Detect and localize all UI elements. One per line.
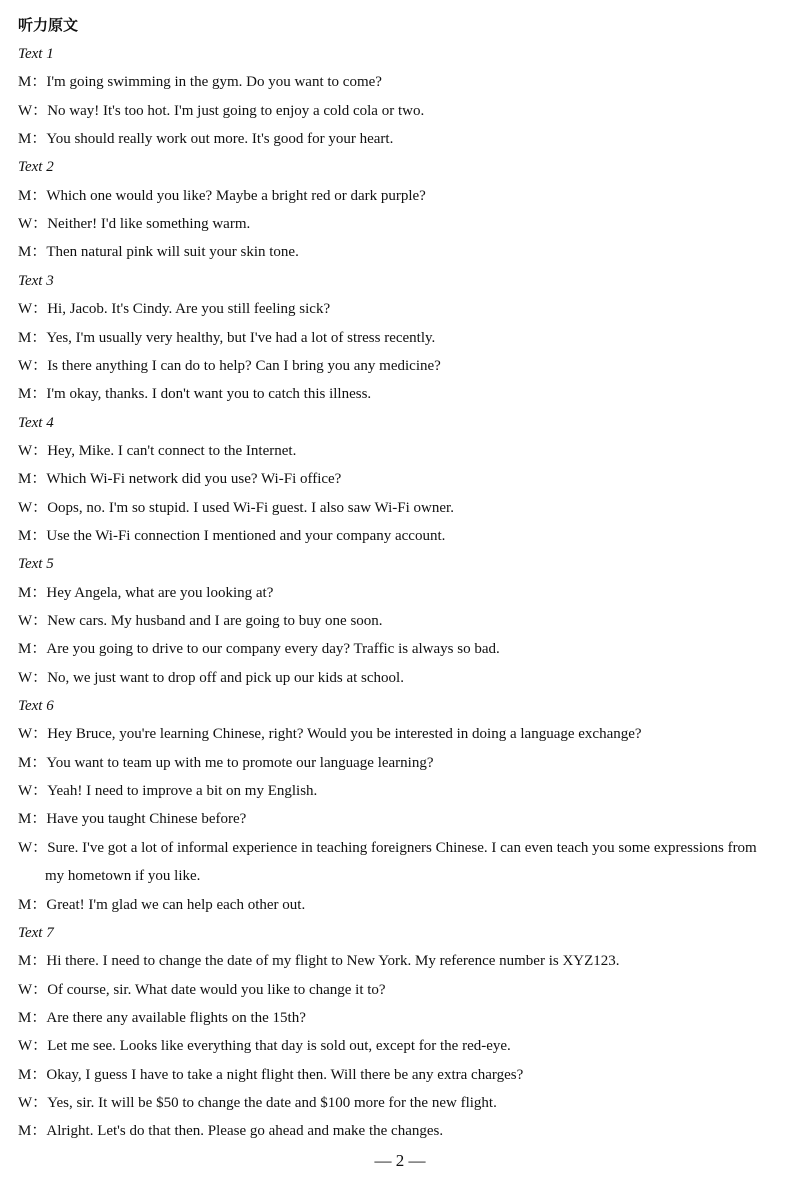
dialogue-text: Hey Angela, what are you looking at? [46,584,274,601]
speaker-label: W [18,301,33,318]
dialogue-line [18,299,788,319]
speaker-separator: ： [32,1038,48,1055]
dialogue-text: I'm okay, thanks. I don't want you to catch this illness. [46,386,372,403]
dialogue-line [18,1008,788,1028]
dialogue-line [18,1093,788,1113]
dialogue-line [18,186,788,206]
speaker-label: M [18,1066,32,1083]
speaker-separator: ： [32,357,48,374]
dialogue-text: No, we just want to drop off and pick up our kids at school. [47,669,404,686]
speaker-separator: ： [31,641,47,658]
speaker-label: M [18,244,32,261]
speaker-label: W [18,442,33,459]
dialogue-line [18,469,788,489]
dialogue-line [18,838,788,858]
page-heading: 听力原文 [18,16,79,34]
dialogue-text: Then natural pink will suit your skin tone. [46,244,299,261]
speaker-separator: ： [31,386,47,403]
dialogue-text: Is there anything I can do to help? Can I bring you any medicine? [47,357,441,374]
dialogue-text: No way! It's too hot. I'm just going to enjoy a cold cola or two. [47,102,425,119]
speaker-separator: ： [32,499,48,516]
speaker-label: M [18,641,32,658]
dialogue-text: Use the Wi-Fi connection I mentioned and your company account. [46,527,446,544]
speaker-separator: ： [32,981,48,998]
dialogue-text: Hey Bruce, you're learning Chinese, right? Would you be interested in doing a language exchange? [47,726,642,743]
dialogue-line [18,356,788,376]
speaker-label: M [18,471,32,488]
dialogue-line [18,583,788,603]
speaker-separator: ： [32,301,48,318]
text-title: Text 7 [18,924,54,941]
text-title: Text 6 [18,698,54,715]
dialogue-line [18,951,788,971]
speaker-separator: ： [31,584,47,601]
speaker-label: W [18,357,33,374]
dialogue-line [18,384,788,404]
dialogue-line [18,441,788,461]
speaker-separator: ： [32,216,48,233]
dialogue-text: Which one would you like? Maybe a bright red or dark purple? [46,187,426,204]
dialogue-text: I'm going swimming in the gym. Do you want to come? [46,74,382,91]
speaker-label: M [18,329,32,346]
speaker-separator: ： [32,839,48,856]
speaker-label: M [18,584,32,601]
dialogue-line [18,242,788,262]
speaker-separator: ： [32,669,48,686]
speaker-separator: ： [31,896,47,913]
speaker-label: W [18,783,33,800]
dialogue-text: Yeah! I need to improve a bit on my English. [47,783,318,800]
dialogue-line [18,611,788,631]
text-title: Text 1 [18,46,54,62]
speaker-label: M [18,527,32,544]
speaker-separator: ： [31,1009,47,1026]
dialogue-line [18,668,788,688]
speaker-label: W [18,102,33,119]
speaker-label: W [18,839,33,856]
dialogue-text: Oops, no. I'm so stupid. I used Wi-Fi guest. I also saw Wi-Fi owner. [47,499,454,516]
speaker-separator: ： [32,442,48,459]
speaker-label: W [18,1094,33,1111]
dialogue-text: Yes, I'm usually very healthy, but I've had a lot of stress recently. [46,329,436,346]
speaker-label: M [18,187,32,204]
dialogue-text: Alright. Let's do that then. Please go ahead and make the changes. [46,1123,444,1140]
speaker-separator: ： [31,131,47,148]
speaker-separator: ： [31,527,47,544]
speaker-label: M [18,74,32,91]
dialogue-text: Okay, I guess I have to take a night flight then. Will there be any extra charges? [46,1066,524,1083]
speaker-label: W [18,669,33,686]
speaker-separator: ： [31,1123,47,1140]
speaker-label: W [18,613,33,629]
dialogue-line [18,1121,788,1141]
speaker-label: M [18,953,32,970]
dialogue-text: Are you going to drive to our company every day? Traffic is always so bad. [46,641,500,658]
speaker-separator: ： [31,74,47,91]
dialogue-line [18,214,788,234]
speaker-label: M [18,896,32,913]
dialogue-text: You should really work out more. It's good for your heart. [46,131,394,148]
dialogue-line [18,1036,788,1056]
dialogue-text: Hi, Jacob. It's Cindy. Are you still feeling sick? [47,301,331,318]
dialogue-continuation: my hometown if you like. [45,868,201,885]
dialogue-text: Are there any available flights on the 15th? [46,1009,306,1026]
speaker-separator: ： [32,783,48,800]
dialogue-line [18,72,788,92]
dialogue-text: Sure. I've got a lot of informal experience in teaching foreigners Chinese. I can even teach you some expressions from [47,839,757,856]
dialogue-text: Of course, sir. What date would you like to change it to? [47,981,386,998]
dialogue-line [18,526,788,546]
dialogue-line [18,895,788,915]
speaker-label: W [18,981,33,998]
speaker-label: M [18,754,32,771]
dialogue-line [18,129,788,149]
dialogue-text: Neither! I'd like something warm. [47,216,251,233]
speaker-separator: ： [31,187,47,204]
speaker-label: M [18,811,32,828]
speaker-label: W [18,726,33,743]
text-title: Text 3 [18,272,54,289]
speaker-separator: ： [31,244,47,261]
speaker-separator: ： [31,1066,47,1083]
dialogue-text: You want to team up with me to promote our language learning? [46,754,434,771]
dialogue-line [18,980,788,1000]
speaker-separator: ： [32,1094,48,1111]
speaker-label: W [18,499,33,516]
dialogue-text: Yes, sir. It will be $50 to change the date and $100 more for the new flight. [47,1094,497,1111]
speaker-separator: ： [32,613,48,629]
speaker-separator: ： [32,726,48,743]
speaker-label: M [18,131,32,148]
speaker-label: W [18,216,33,233]
speaker-separator: ： [31,953,47,970]
dialogue-line [18,781,788,801]
dialogue-line [18,498,788,518]
dialogue-line [18,1065,788,1085]
dialogue-text: Great! I'm glad we can help each other out. [46,896,306,913]
dialogue-text: Hey, Mike. I can't connect to the Internet. [47,442,297,459]
dialogue-text: Let me see. Looks like everything that day is sold out, except for the red-eye. [47,1038,511,1055]
speaker-separator: ： [31,754,47,771]
speaker-separator: ： [31,471,47,488]
dialogue-line [18,724,788,744]
speaker-separator: ： [32,102,48,119]
dialogue-line [18,639,788,659]
dialogue-line [18,101,788,121]
speaker-label: M [18,386,32,403]
text-title: Text 4 [18,414,54,431]
speaker-label: M [18,1123,32,1140]
text-title: Text 2 [18,159,54,176]
dialogue-text: New cars. My husband and I are going to buy one soon. [47,613,383,629]
dialogue-line [18,809,788,829]
dialogue-line [18,328,788,348]
dialogue-text: Which Wi-Fi network did you use? Wi-Fi office? [46,471,342,488]
speaker-label: W [18,1038,33,1055]
speaker-label: M [18,1009,32,1026]
speaker-separator: ： [31,329,47,346]
page-number: — 2 — [374,1151,426,1170]
speaker-separator: ： [31,811,47,828]
dialogue-text: Have you taught Chinese before? [46,811,247,828]
dialogue-text: Hi there. I need to change the date of my flight to New York. My reference number is XYZ123. [46,953,620,970]
dialogue-line [18,753,788,773]
text-title: Text 5 [18,556,54,573]
